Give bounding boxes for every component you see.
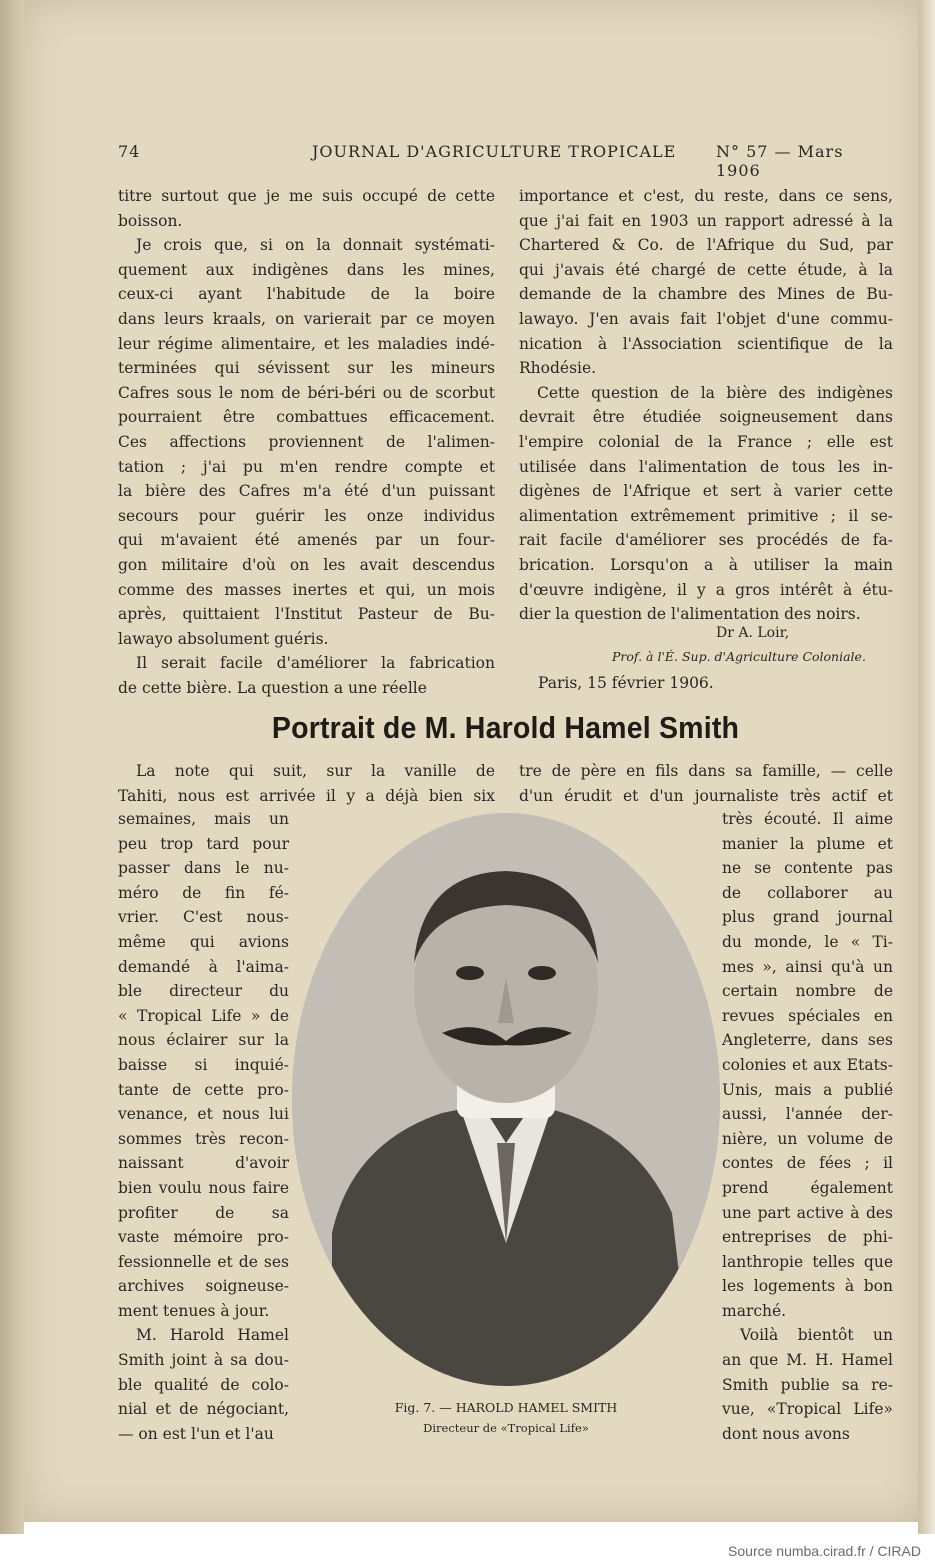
text-line: fessionnelle et de ses	[118, 1252, 289, 1271]
text-line: même qui avions	[118, 932, 289, 951]
text-line: Smith publie sa re-	[722, 1375, 893, 1394]
text-line: dont nous avons	[722, 1424, 850, 1443]
text-line: prend également	[722, 1178, 893, 1197]
page-edge	[918, 0, 935, 1534]
text-line: venance, et nous lui	[118, 1105, 289, 1124]
column-bottom-right-narrow	[722, 807, 893, 1446]
text-line: archives soigneuse-	[118, 1277, 289, 1296]
text-line: mes », ainsi qu'à un	[722, 957, 893, 976]
text-line: peu trop tard pour	[118, 834, 289, 853]
text-line: profiter de sa	[118, 1203, 289, 1222]
text-line: aussi, l'année der-	[722, 1105, 893, 1124]
portrait-photo	[292, 813, 720, 1386]
text-line: an que M. H. Hamel	[722, 1351, 893, 1370]
text-line: Chartered & Co. de l'Afrique du Sud, par	[519, 236, 893, 255]
text-line: leur régime alimentaire, et les maladies indé-	[118, 334, 495, 353]
text-line: certain nombre de	[722, 982, 893, 1001]
text-line: brication. Lorsqu'on a à utiliser la main	[519, 555, 893, 574]
text-line: digènes de l'Afrique et sert à varier cette	[519, 482, 893, 501]
running-header	[118, 142, 893, 180]
text-line: qui j'avais été chargé de cette étude, à la	[519, 260, 893, 279]
page-number: 74	[118, 142, 141, 161]
text-line: du monde, le « Ti-	[722, 932, 893, 951]
text-line: une part active à des	[722, 1203, 893, 1222]
text-line: nous éclairer sur la	[118, 1031, 289, 1050]
author-signature: Dr A. Loir,	[716, 625, 790, 641]
text-line: tre de père en fils dans sa famille, — celle	[519, 762, 893, 780]
text-line: vaste mémoire pro-	[118, 1228, 289, 1247]
text-line: secours pour guérir les onze individus	[118, 506, 495, 525]
text-line: Tahiti, nous est arrivée il y a déjà bien six	[118, 786, 495, 805]
text-line: boisson.	[118, 211, 183, 230]
text-line: ne se contente pas	[722, 859, 893, 878]
text-line: entreprises de phi-	[722, 1228, 893, 1247]
text-line: semaines, mais un	[118, 810, 289, 828]
text-line: dans leurs kraals, on varierait par ce moyen	[118, 309, 495, 328]
column-top-right	[519, 184, 893, 627]
text-line: tante de cette pro-	[118, 1080, 289, 1099]
text-line: Rhodésie.	[519, 359, 597, 378]
text-line: devrait être étudiée soigneusement dans	[519, 408, 893, 427]
dateline: Paris, 15 février 1906.	[538, 674, 714, 692]
text-line: les logements à bon	[722, 1277, 893, 1296]
text-line: méro de fin fé-	[118, 883, 289, 902]
text-line: sommes très recon-	[118, 1129, 289, 1148]
text-line: de collaborer au	[722, 883, 893, 902]
text-line: demandé à l'aima-	[118, 957, 289, 976]
text-line: lanthropie telles que	[722, 1252, 893, 1271]
text-line: vrier. C'est nous-	[118, 908, 289, 927]
text-line: naissant d'avoir	[118, 1154, 289, 1173]
text-line: ble qualité de colo-	[118, 1375, 289, 1394]
text-line: après, quittaient l'Institut Pasteur de Bu-	[118, 605, 495, 624]
text-line: d'œuvre indigène, il y a gros intérêt à étu-	[519, 580, 893, 599]
text-line: Je crois que, si on la donnait systémati-	[136, 236, 495, 255]
text-line: ble directeur du	[118, 982, 289, 1001]
text-line: tation ; j'ai pu m'en rendre compte et	[118, 457, 495, 476]
source-credit: Source numba.cirad.fr / CIRAD	[728, 1543, 921, 1559]
text-line: contes de fées ; il	[722, 1154, 893, 1173]
text-line: passer dans le nu-	[118, 859, 289, 878]
text-line: ment tenues à jour.	[118, 1301, 270, 1320]
text-line: l'empire colonial de la France ; elle est	[519, 432, 893, 451]
text-line: importance et c'est, du reste, dans ce sens,	[519, 187, 893, 205]
article-title: Portrait de M. Harold Hamel Smith	[271, 710, 740, 745]
text-line: revues spéciales en	[722, 1006, 893, 1025]
text-line: lawayo. J'en avais fait l'objet d'une commu-	[519, 309, 893, 328]
text-line: nication à l'Association scientifique de la	[519, 334, 893, 353]
author-affiliation: Prof. à l'É. Sup. d'Agriculture Coloniale.	[612, 649, 866, 664]
text-line: d'un érudit et d'un journaliste très actif et	[519, 786, 893, 805]
binding-gutter	[0, 0, 24, 1534]
text-line: titre surtout que je me suis occupé de cette	[118, 187, 495, 205]
text-line: marché.	[722, 1301, 787, 1320]
text-line: rait facile d'améliorer ses procédés de fa-	[519, 531, 893, 550]
text-line: Unis, mais a publié	[722, 1080, 893, 1099]
text-line: Smith joint à sa dou-	[118, 1351, 289, 1370]
text-line: de cette bière. La question a une réelle	[118, 678, 427, 697]
text-line: nial et de négociant,	[118, 1400, 289, 1419]
text-line: quement aux indigènes dans les mines,	[118, 260, 495, 279]
text-line: Cette question de la bière des indigènes	[537, 383, 893, 402]
text-line: vue, «Tropical Life»	[722, 1400, 893, 1419]
figure-caption-title: Fig. 7. — HAROLD HAMEL SMITH	[394, 1400, 618, 1415]
text-line: colonies et aux Etats-	[722, 1055, 893, 1074]
text-line: demande de la chambre des Mines de Bu-	[519, 285, 893, 304]
figure-caption	[292, 1398, 720, 1438]
issue-info: N° 57 — Mars 1906	[716, 142, 844, 180]
text-line: manier la plume et	[722, 834, 893, 853]
text-line: qui m'avaient été amenés par un four-	[118, 531, 495, 550]
text-line: Il serait facile d'améliorer la fabrication	[136, 654, 495, 673]
text-line: très écouté. Il aime	[722, 810, 893, 828]
text-line: ceux-ci ayant l'habitude de la boire	[118, 285, 495, 304]
text-line: nière, un volume de	[722, 1129, 893, 1148]
text-line: « Tropical Life » de	[118, 1006, 289, 1025]
text-line: pourraient être combattues efficacement.	[118, 408, 495, 427]
text-line: bien voulu nous faire	[118, 1178, 289, 1197]
column-bottom-right-intro	[519, 759, 893, 808]
text-line: Ces affections proviennent de l'alimen-	[118, 432, 495, 451]
text-line: gon militaire d'où on les avait descendus	[118, 555, 495, 574]
text-line: dier la question de l'alimentation des noirs.	[519, 605, 861, 624]
text-line: La note qui suit, sur la vanille de	[136, 762, 495, 780]
figure-caption-subtitle: Directeur de «Tropical Life»	[423, 1421, 589, 1435]
text-line: baisse si inquié-	[118, 1055, 289, 1074]
text-line: Cafres sous le nom de béri-béri ou de scorbut	[118, 383, 495, 402]
column-top-left	[118, 184, 495, 700]
text-line: alimentation extrêmement primitive ; il se-	[519, 506, 893, 525]
text-line: comme des masses inertes et qui, un mois	[118, 580, 495, 599]
text-line: M. Harold Hamel	[136, 1326, 289, 1345]
text-line: utilisée dans l'alimentation de tous les in-	[519, 457, 893, 476]
column-bottom-left-narrow	[118, 807, 289, 1446]
text-line: terminées qui sévissent sur les mineurs	[118, 359, 495, 378]
text-line: plus grand journal	[722, 908, 893, 927]
text-line: lawayo absolument guéris.	[118, 629, 329, 648]
text-line: que j'ai fait en 1903 un rapport adressé à la	[519, 211, 893, 230]
column-bottom-left-intro	[118, 759, 495, 808]
portrait-illustration	[292, 813, 720, 1386]
text-line: la bière des Cafres m'a été d'un puissant	[118, 482, 495, 501]
text-line: Voilà bientôt un	[740, 1326, 893, 1345]
text-line: — on est l'un et l'au	[118, 1424, 274, 1443]
journal-title: JOURNAL D'AGRICULTURE TROPICALE	[312, 142, 677, 161]
text-line: Angleterre, dans ses	[722, 1031, 893, 1050]
